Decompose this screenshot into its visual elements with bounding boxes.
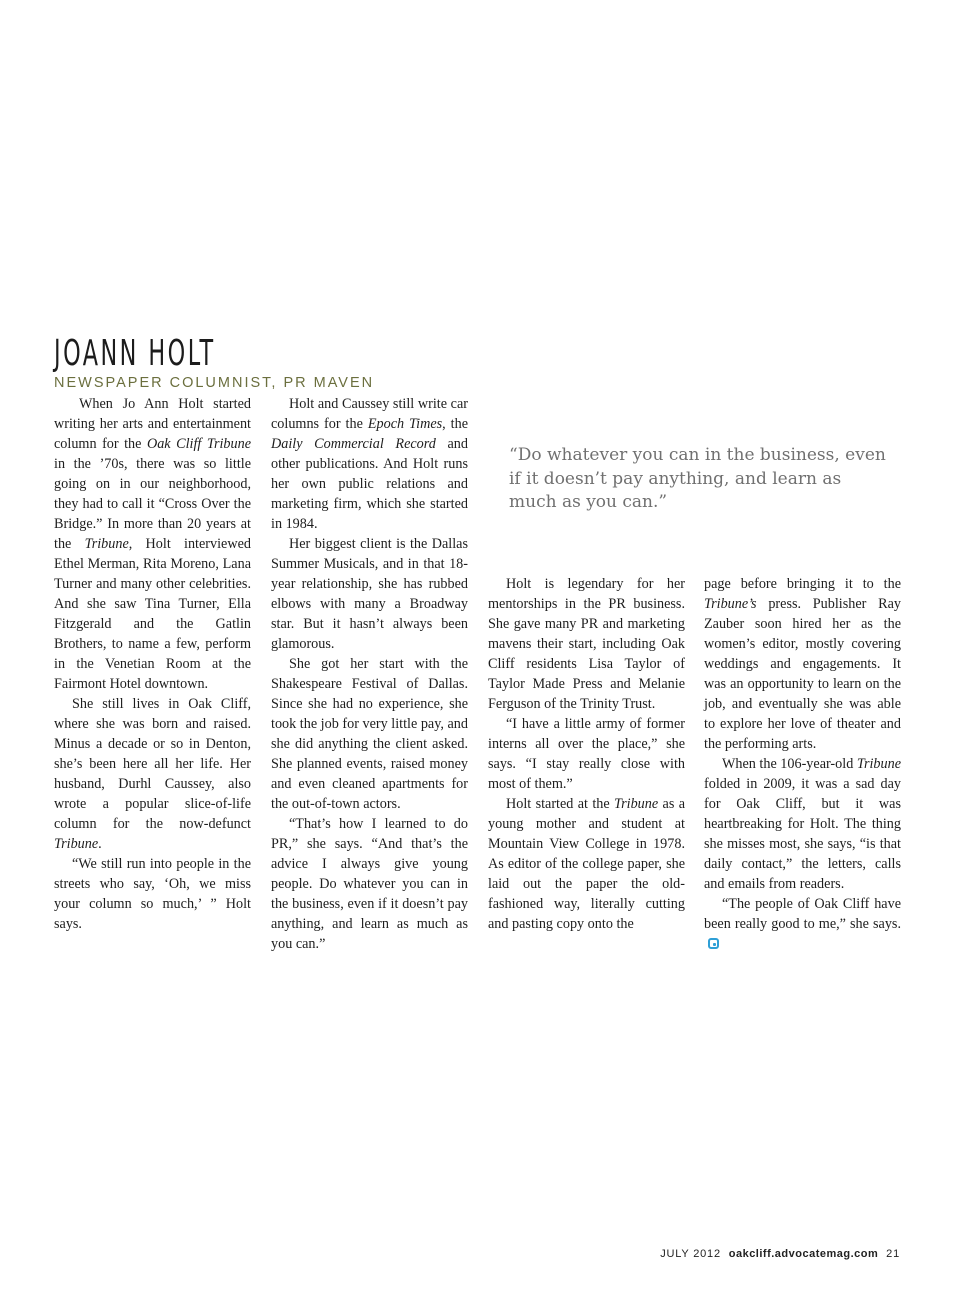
article-paragraph: page before bringing it to the Tribune’s press. Publisher Ray Zauber soon hired her as the women’s editor, mostly covering weddings and engagements. It was an opportunity to learn on the job, and eventually she was able to explore her love of theater and the performing arts. [704, 576, 901, 752]
article-paragraph: “That’s how I learned to do PR,” she says. “And that’s the advice I always give young people. Do whatever you can in the business, even if it doesn’t pay anything, and learn as much as you can.” [271, 816, 468, 952]
article-paragraph: “We still run into people in the streets who say, ‘Oh, we miss your column so much,’ ” Holt says. [54, 856, 251, 932]
page-footer [656, 1248, 900, 1260]
body-column-2 [271, 394, 468, 954]
article-paragraph: When the 106-year-old Tribune folded in 2009, it was a sad day for Oak Cliff, but it was heartbreaking for Holt. The thing she misses most, she says, “is that daily contact,” the letters, calls and emails from readers. [704, 756, 901, 892]
body-column-4 [704, 574, 901, 954]
advocate-logo-icon [708, 938, 719, 949]
article-subtitle: NEWSPAPER COLUMNIST, PR MAVEN [54, 375, 375, 391]
body-column-1 [54, 394, 251, 934]
article-paragraph: She got her start with the Shakespeare Festival of Dallas. Since she had no experience, she took the job for very little pay, and she did anything the client asked. She planned events, raised money and even cleaned apartments for the out-of-town actors. [271, 656, 468, 812]
footer-issue: JULY 2012 [660, 1248, 721, 1260]
article-paragraph: She still lives in Oak Cliff, where she was born and raised. Minus a decade or so in Denton, she’s been here all her life. Her husband, Durhl Caussey, also wrote a popular slice-of-life column for the now-defunct Tribune. [54, 696, 251, 852]
article-paragraph: Her biggest client is the Dallas Summer Musicals, and in that 18-year relationship, she has rubbed elbows with many a Broadway star. But it hasn’t always been glamorous. [271, 536, 468, 652]
article-paragraph: “I have a little army of former interns all over the place,” she says. “I stay really close with most of them.” [488, 716, 685, 792]
article-paragraph: When Jo Ann Holt started writing her arts and entertainment column for the Oak Cliff Tribune in the ’70s, there was so little going on in our neighborhood, they had to call it “Cross Over the Bridge.” In more than 20 years at the Tribune, Holt interviewed Ethel Merman, Rita Moreno, Lana Turner and many other celebrities. And she saw Tina Turner, Ella Fitzgerald and the Gatlin Brothers, to name a few, perform in the Venetian Room at the Fairmont Hotel downtown. [54, 396, 252, 692]
article-paragraph: Holt and Caussey still write car columns for the Epoch Times, the Daily Commercial Record and other publications. And Holt runs her own public relations and marketing firm, which she started in 1984. [271, 396, 469, 532]
article-paragraph: Holt started at the Tribune as a young mother and student at Mountain View College in 1978. As editor of the college paper, she laid out the paper the old-fashioned way, literally cutting and pasting copy onto the [488, 796, 685, 932]
article-paragraph: Holt is legendary for her mentorships in the PR business. She gave many PR and marketing mavens their start, including Oak Cliff residents Lisa Taylor of Taylor Made Press and Melanie Ferguson of the Trinity Trust. [488, 576, 685, 712]
pull-quote: “Do whatever you can in the business, even if it doesn’t pay anything, and learn as much as you can.” [509, 445, 886, 512]
article-paragraph: “The people of Oak Cliff have been really good to me,” she says. [704, 894, 901, 954]
footer-site: oakcliff.advocatemag.com [728, 1248, 879, 1260]
article-title: JOANN HOLT [54, 333, 216, 374]
footer-page-number: 21 [886, 1248, 900, 1260]
body-column-3 [488, 574, 685, 934]
